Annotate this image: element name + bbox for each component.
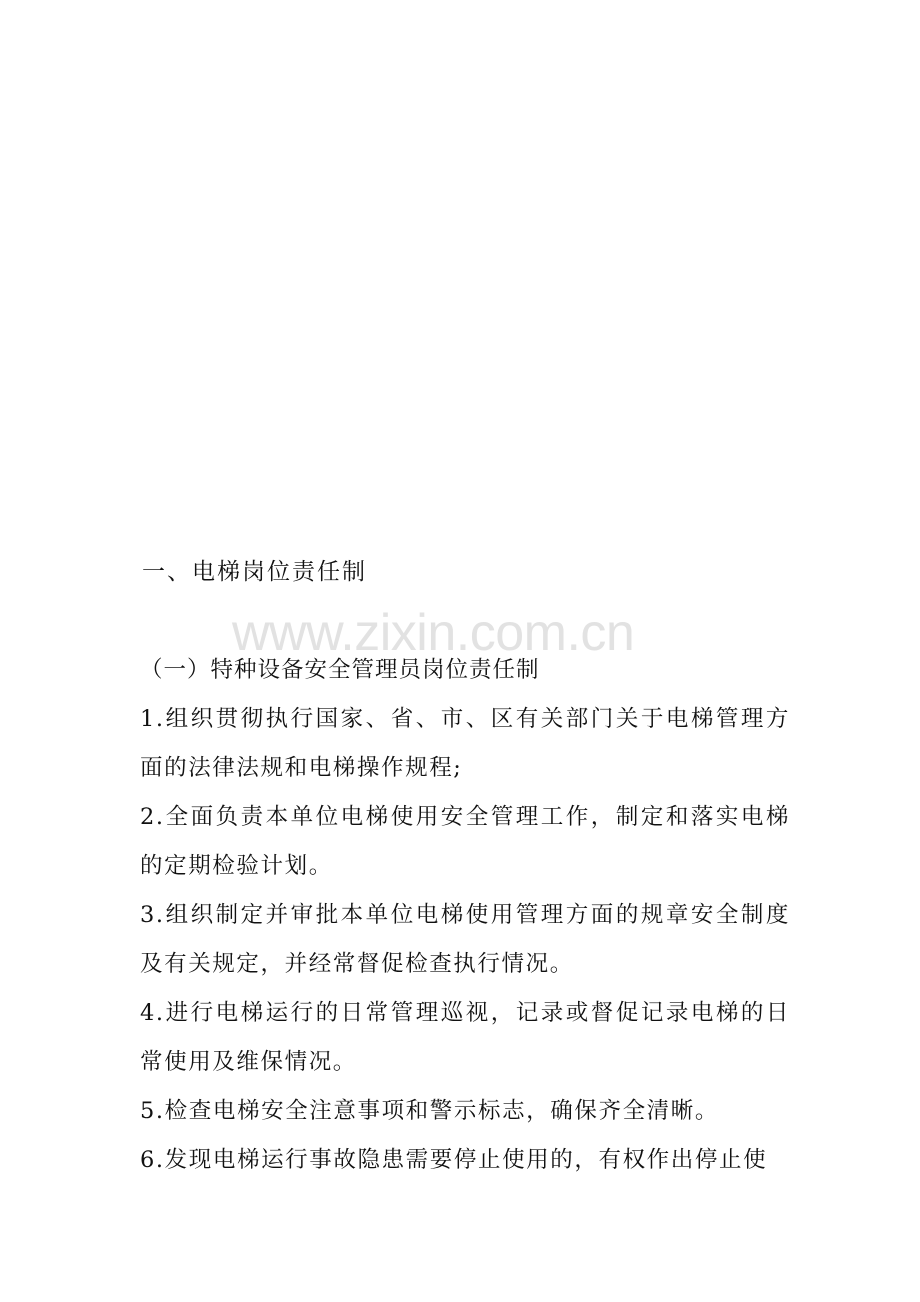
- duty-item-4: 4.进行电梯运行的日常管理巡视，记录或督促记录电梯的日常使用及维保情况。: [140, 1000, 790, 1075]
- subsection-heading: （一）特种设备安全管理员岗位责任制: [140, 657, 540, 683]
- watermark-text: www.zixin.com.cn: [232, 604, 635, 662]
- duty-item-6: 6.发现电梯运行事故隐患需要停止使用的，有权作出停止使: [140, 1147, 768, 1173]
- duty-item-1: 1.组织贯彻执行国家、省、市、区有关部门关于电梯管理方面的法律法规和电梯操作规程;: [140, 706, 790, 781]
- section-heading: 一、电梯岗位责任制: [142, 559, 367, 585]
- duty-item-3: 3.组织制定并审批本单位电梯使用管理方面的规章安全制度及有关规定，并经常督促检查执行情况。: [140, 902, 790, 977]
- duty-item-2: 2.全面负责本单位电梯使用安全管理工作，制定和落实电梯的定期检验计划。: [140, 804, 790, 879]
- duty-item-5: 5.检查电梯安全注意事项和警示标志，确保齐全清晰。: [140, 1098, 719, 1124]
- duty-list: [140, 695, 790, 1185]
